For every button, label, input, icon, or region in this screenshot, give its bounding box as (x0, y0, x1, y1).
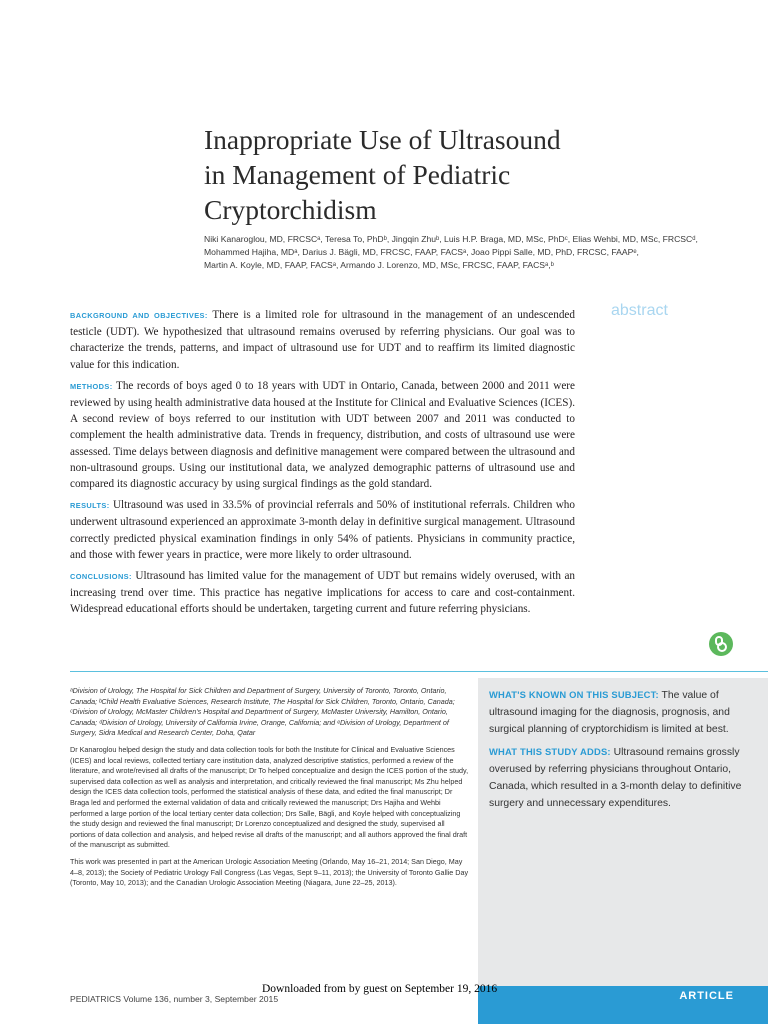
author-line: Martin A. Koyle, MD, FAAP, FACSᵃ, Armando J. Lorenzo, MD, MSc, FRCSC, FAAP, FACSᵃ,ᵇ (204, 260, 554, 270)
author-line: Mohammed Hajiha, MDᵃ, Darius J. Bägli, MD, FRCSC, FAAP, FACSᵃ, Joao Pippi Salle, MD, PhD, FRCSC, FAAPᵉ, (204, 247, 639, 257)
section-text: Ultrasound has limited value for the management of UDT but remains widely overused, with an increasing trend over time. This practice has negative implications for access to care and cost-containment. Widespread educational efforts should be undertaken, targeting current and future referring physicians. (70, 570, 576, 616)
abstract (70, 307, 575, 623)
what-study-adds (489, 743, 759, 813)
author-contributions: Dr Kanaroglou helped design the study and data collection tools for both the Institute for Clinical and Evaluative Sciences (ICES) and local reviews, collected tertiary care institution data, analyzed descriptive statistics, performed a review of the literature, and wrote/revised all drafts of the manuscript; Dr To helped conceptualize and design the ICES portion of the study, supervised data collection as well as analysis and interpretation, and critically reviewed the final manuscript; Ms Zhu helped design the ICES data collection tools, performed the statistical analysis of these data, and edited the final manuscript; Dr Braga led and performed the external validation of data and critically reviewed the manuscript; Drs Hajiha and Wehbi performed a large portion of the local tertiary center data collection; Drs Salle, Bägli, and Koyle helped with conceptualizing the study design and reviewed the final manuscript; Dr Lorenzo conceptualized and designed the study, supervised all portions of data collection and analysis, and helped revise all drafts of the manuscript; and all authors approved the final draft of the manuscript as submitted. (70, 744, 469, 850)
article-type-bar (478, 986, 768, 1024)
title-line: Cryptorchidism (204, 194, 377, 225)
whats-known (489, 686, 759, 739)
abstract-section-methods (70, 378, 575, 492)
section-text: There is a limited role for ultrasound in the management of an undescended testicle (UDT). We hypothesized that ultrasound remains overused by referring physicians. Our goal was to characterize the trends, patterns, and impact of ultrasound use for UDT and to reaffirm its limited diagnostic value for this indication. (70, 309, 575, 371)
whats-known-label: WHAT'S KNOWN ON THIS SUBJECT: (489, 689, 659, 700)
section-label: BACKGROUND AND OBJECTIVES: (70, 311, 208, 320)
section-label: RESULTS: (70, 501, 110, 511)
journal-citation: PEDIATRICS Volume 136, number 3, September 2015 (70, 994, 279, 1004)
article-title (204, 122, 674, 227)
summary-content (489, 686, 759, 816)
summary-sidebar (478, 678, 768, 1024)
author-list (204, 233, 744, 272)
download-watermark: Downloaded from by guest on September 19, 2016 (262, 983, 498, 995)
open-access-glyph (709, 632, 733, 656)
footnotes (70, 686, 470, 895)
open-access-icon (709, 632, 733, 656)
section-text: Ultrasound was used in 33.5% of provincial referrals and 50% of institutional referrals. Children who underwent ultrasound experienced an approximate 3-month delay in definitive surgical management. Ultrasound correctly predicted physical examination findings in only 54% of patients. Physicians in community practice, and those with fewer years in practice, were more likely to order ultrasound. (70, 499, 575, 561)
abstract-tag: abstract (611, 302, 668, 319)
what-study-adds-label: WHAT THIS STUDY ADDS: (489, 745, 611, 757)
abstract-section-background (70, 307, 575, 373)
what-study-adds-text: Ultrasound remains grossly overused by referring physicians throughout Ontario, Canada, which resulted in a 3-month delay to definitive surgery and unnecessary expenditures. (489, 746, 742, 810)
section-text: The records of boys aged 0 to 18 years with UDT in Ontario, Canada, between 2000 and 2011 were reviewed by using health administrative data housed at the Institute for Clinical and Evaluative Sciences (ICES). A second review of boys referred to our institution with UDT between 2007 and 2011 was conducted to complement the health administrative data. Trends in frequency, distribution, and costs of ultrasound use were assessed. Time delays between diagnosis and definitive management were compared between the ultrasound and non-ultrasound groups. Using our institutional data, we analyzed demographic patterns of ultrasound use and compared its diagnostic accuracy by using surgical findings as the gold standard. (70, 379, 575, 491)
title-line: Inappropriate Use of Ultrasound (204, 124, 561, 155)
abstract-section-results (70, 497, 575, 563)
article-type-label: ARTICLE (679, 990, 734, 1002)
section-divider (70, 671, 768, 672)
whats-known-text: The value of ultrasound imaging for the diagnosis, prognosis, and surgical planning of cryptorchidism is limited at best. (489, 690, 730, 736)
title-line: in Management of Pediatric (204, 159, 511, 190)
section-label: METHODS: (70, 381, 113, 391)
author-line: Niki Kanaroglou, MD, FRCSCᵃ, Teresa To, PhDᵇ, Jingqin Zhuᵇ, Luis H.P. Braga, MD, MSc, PhDᶜ, Elias Wehbi, MD, MSc, FRCSCᵈ, (204, 234, 698, 244)
abstract-section-conclusions (70, 568, 575, 618)
presentation-note: This work was presented in part at the American Urologic Association Meeting (Orlando, May 16–21, 2014; San Diego, May 4–8, 2013); the Society of Pediatric Urology Fall Congress (Las Vegas, Sept 9–11, 2013); the University of Toronto Gallie Day (Toronto, May 10, 2013); and the Canadian Urologic Association Meeting (Niagara, June 22–25, 2013). (70, 856, 469, 888)
section-label: CONCLUSIONS: (70, 572, 132, 582)
affiliations: ᵃDivision of Urology, The Hospital for Sick Children and Department of Surgery, University of Toronto, Toronto, Ontario, Canada; ᵇChild Health Evaluative Sciences, Research Institute, The Hospital for Sick Children, Toronto, Ontario, Canada; ᶜDivision of Urology, McMaster Children's Hospital and Department of Surgery, McMaster University, Hamilton, Ontario, Canada; ᵈDivision of Urology, University of California Irvine, Orange, California; and ᵉDivision of Urology, Department of Surgery, Sidra Medical and Research Center, Doha, Qatar (70, 686, 455, 738)
